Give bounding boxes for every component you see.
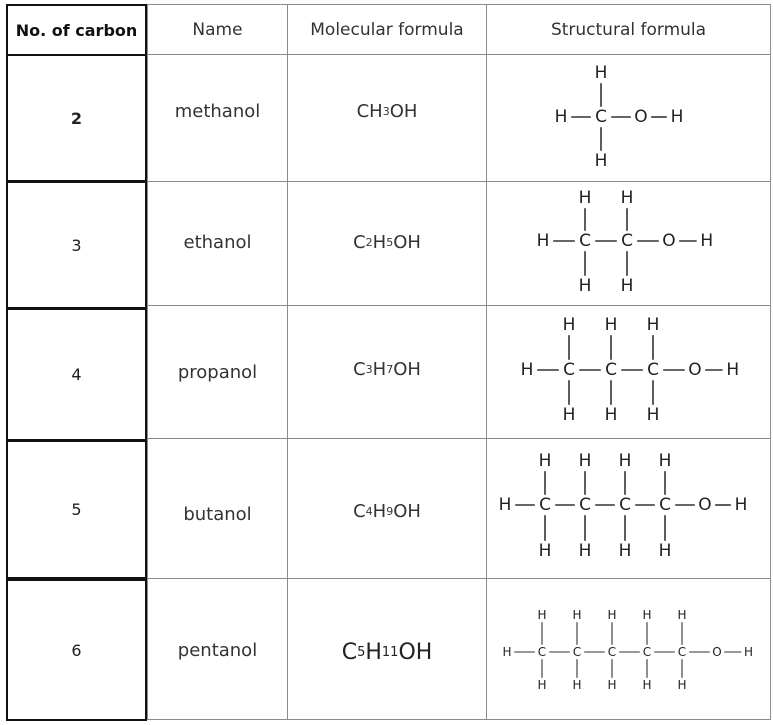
carbon-atom: C <box>595 107 607 127</box>
grid-line <box>770 4 771 720</box>
formula-subscript: 3 <box>365 362 373 376</box>
hydrogen-atom: H <box>520 360 534 380</box>
structural-formula <box>487 439 770 578</box>
hydrogen-atom: H <box>677 678 687 692</box>
header-molecular: Molecular formula <box>310 19 464 40</box>
formula-element: H <box>372 500 387 522</box>
hydrogen-atom: H <box>646 315 660 335</box>
hydrogen-atom: H <box>620 188 634 208</box>
formula-element: C <box>353 231 366 253</box>
hydrogen-atom: H <box>538 541 552 561</box>
hydrogen-atom: H <box>658 451 672 471</box>
structural-formula <box>487 306 770 438</box>
hydrogen-atom: H <box>594 63 608 83</box>
carbon-atom: C <box>579 495 591 515</box>
formula-subscript: 5 <box>386 235 394 249</box>
formula-element: H <box>365 640 382 665</box>
formula-element: OH <box>393 500 421 522</box>
carbon-atom: C <box>539 495 551 515</box>
hydrogen-atom: H <box>594 151 608 171</box>
hydrogen-atom: H <box>677 608 687 622</box>
formula-element: OH <box>398 640 433 665</box>
formula-element: OH <box>393 358 421 380</box>
hydrogen-atom: H <box>578 276 592 296</box>
formula-subscript: 4 <box>365 504 373 518</box>
formula-element: OH <box>389 100 418 122</box>
formula-element: C <box>353 500 366 522</box>
structural-formula <box>487 55 770 181</box>
hydrogen-atom: H <box>618 541 632 561</box>
hydrogen-atom: H <box>578 541 592 561</box>
carbon-atom: C <box>563 360 575 380</box>
formula-element: H <box>372 231 387 253</box>
formula-subscript: 9 <box>386 504 394 518</box>
hydrogen-atom: H <box>726 360 740 380</box>
oxygen-atom: O <box>712 645 722 659</box>
hydrogen-atom: H <box>700 231 714 251</box>
formula-element: C <box>341 640 358 665</box>
hydrogen-atom: H <box>538 451 552 471</box>
hydrogen-atom: H <box>743 645 754 659</box>
hydrogen-atom: H <box>537 608 547 622</box>
compound-name: butanol <box>183 503 252 525</box>
oxygen-atom: O <box>688 360 702 380</box>
hydrogen-atom: H <box>578 451 592 471</box>
hydrogen-atom: H <box>537 678 547 692</box>
molecular-formula <box>288 182 486 302</box>
carbon-atom: C <box>677 645 687 659</box>
carbon-count-cell: 4 <box>6 308 147 441</box>
hydrogen-atom: H <box>562 315 576 335</box>
carbon-atom: C <box>605 360 617 380</box>
hydrogen-atom: H <box>642 608 652 622</box>
structural-formula <box>487 580 770 719</box>
hydrogen-atom: H <box>642 678 652 692</box>
carbon-count-cell: 5 <box>6 440 147 579</box>
formula-subscript: 11 <box>381 645 399 660</box>
header-structural: Structural formula <box>550 19 707 40</box>
hydrogen-atom: H <box>607 608 617 622</box>
hydrogen-atom: H <box>734 495 748 515</box>
compound-name: ethanol <box>183 231 252 253</box>
molecular-formula <box>288 306 486 432</box>
carbon-count-cell: 2 <box>6 54 147 182</box>
hydrogen-atom: H <box>554 107 568 127</box>
oxygen-atom: O <box>662 231 676 251</box>
molecular-formula <box>288 439 486 583</box>
hydrogen-atom: H <box>607 678 617 692</box>
compound-name: methanol <box>174 100 261 122</box>
molecular-formula <box>288 580 486 725</box>
formula-subscript: 7 <box>386 362 394 376</box>
hydrogen-atom: H <box>572 608 582 622</box>
structural-formula <box>487 182 770 305</box>
carbon-atom: C <box>642 645 652 659</box>
hydrogen-atom: H <box>572 678 582 692</box>
hydrogen-atom: H <box>658 541 672 561</box>
formula-element: H <box>369 100 383 122</box>
compound-name: propanol <box>177 361 258 383</box>
hydrogen-atom: H <box>604 405 618 425</box>
oxygen-atom: O <box>634 107 648 127</box>
carbon-atom: C <box>621 231 633 251</box>
formula-element: OH <box>393 231 421 253</box>
oxygen-atom: O <box>698 495 712 515</box>
carbon-atom: C <box>572 645 582 659</box>
hydrogen-atom: H <box>620 276 634 296</box>
carbon-count-cell: 3 <box>6 181 147 309</box>
carbon-atom: C <box>647 360 659 380</box>
carbon-atom: C <box>607 645 617 659</box>
carbon-atom: C <box>537 645 547 659</box>
carbon-atom: C <box>659 495 671 515</box>
header-name: Name <box>192 19 243 40</box>
carbon-count-cell: 6 <box>6 579 147 721</box>
hydrogen-atom: H <box>498 495 512 515</box>
hydrogen-atom: H <box>562 405 576 425</box>
formula-element: C <box>353 358 366 380</box>
hydrogen-atom: H <box>670 107 684 127</box>
molecular-formula <box>288 55 486 167</box>
formula-subscript: 5 <box>357 645 366 660</box>
hydrogen-atom: H <box>618 451 632 471</box>
hydrogen-atom: H <box>502 645 512 659</box>
formula-element: H <box>372 358 387 380</box>
formula-subscript: 2 <box>365 235 373 249</box>
header-carbon: No. of carbon <box>6 4 147 56</box>
hydrogen-atom: H <box>604 315 618 335</box>
formula-subscript: 3 <box>382 104 390 118</box>
carbon-atom: C <box>579 231 591 251</box>
compound-name: pentanol <box>177 640 258 661</box>
hydrogen-atom: H <box>536 231 550 251</box>
hydrogen-atom: H <box>646 405 660 425</box>
hydrogen-atom: H <box>578 188 592 208</box>
carbon-atom: C <box>619 495 631 515</box>
formula-element: C <box>356 100 370 122</box>
